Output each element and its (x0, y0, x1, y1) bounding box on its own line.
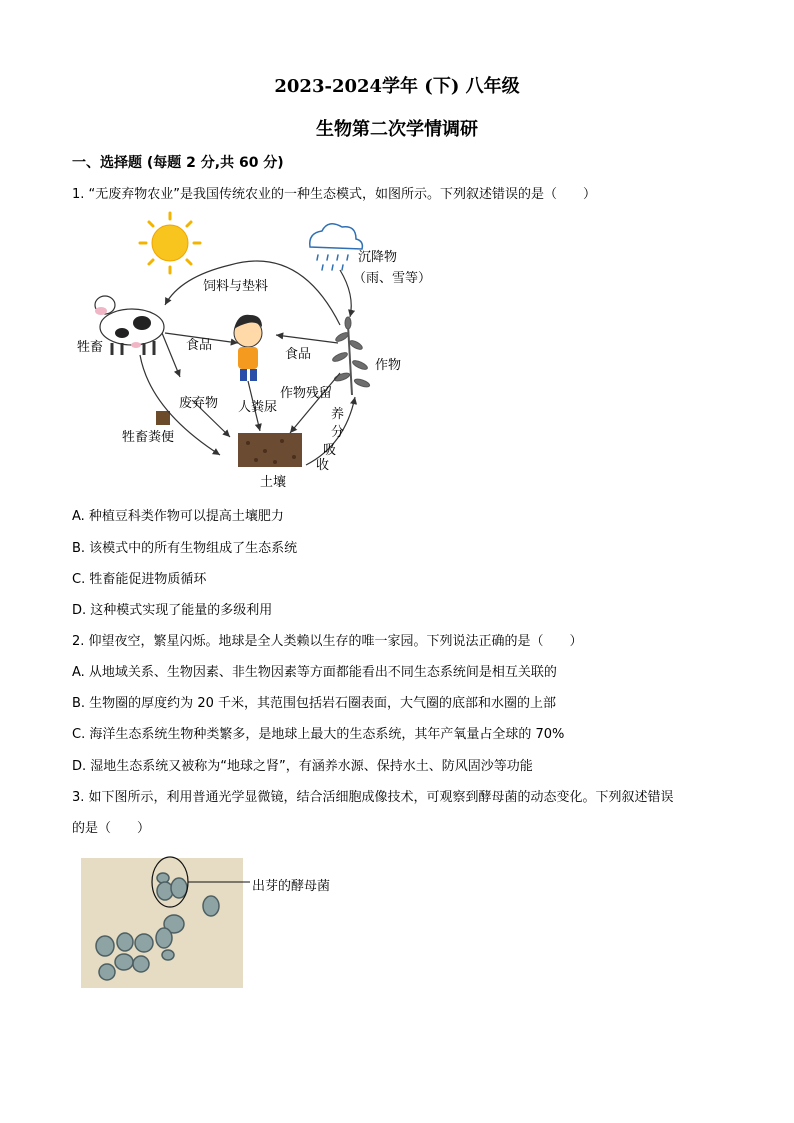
label-nutrient-4: 收 (316, 458, 330, 473)
label-food-right: 食品 (285, 347, 312, 362)
label-precipitation: 沉降物 (358, 250, 398, 265)
q1-option-b: B. 该模式中的所有生物组成了生态系统 (72, 541, 298, 556)
label-livestock-manure: 牲畜粪便 (122, 430, 175, 445)
question-3-stem-line-2: 的是（ ） (72, 821, 151, 836)
q1-ecology-diagram (70, 205, 450, 495)
q2-option-a: A. 从地域关系、生物因素、非生物因素等方面都能看出不同生态系统间是相互关联的 (72, 665, 557, 680)
q2-option-d: D. 湿地生态系统又被称为“地球之肾”，有涵养水源、保持水土、防风固沙等功能 (72, 759, 533, 774)
q1-option-d: D. 这种模式实现了能量的多级利用 (72, 603, 273, 618)
question-1-stem: 1. “无废弃物农业”是我国传统农业的一种生态模式，如图所示。下列叙述错误的是（ ） (72, 187, 597, 202)
manure-icon (156, 411, 170, 425)
sun-icon (140, 213, 200, 273)
title-line-2: 生物第二次学情调研 (316, 119, 478, 140)
soil-icon (238, 433, 302, 467)
crop-plant-icon (331, 317, 370, 395)
label-soil: 土壤 (260, 475, 287, 490)
q2-option-c: C. 海洋生态系统生物种类繁多，是地球上最大的生态系统，其年产氧量占全球的 70% (72, 727, 565, 742)
label-waste: 废弃物 (179, 396, 219, 411)
label-livestock: 牲畜 (77, 340, 104, 355)
cow-icon (95, 296, 164, 355)
q2-option-b: B. 生物圈的厚度约为 20 千米，其范围包括岩石圈表面，大气圈的底部和水圈的上部 (72, 696, 556, 711)
rain-cloud-icon (310, 224, 363, 270)
section-heading: 一、选择题 (每题 2 分,共 60 分) (72, 155, 284, 171)
label-human-waste: 人粪尿 (238, 400, 278, 415)
label-precipitation-note: （雨、雪等） (353, 271, 432, 286)
label-nutrient-1: 养 (331, 407, 345, 422)
q1-option-c: C. 牲畜能促进物质循环 (72, 572, 207, 587)
q1-option-a: A. 种植豆科类作物可以提高土壤肥力 (72, 509, 284, 524)
label-crop: 作物 (375, 358, 402, 373)
person-icon (234, 315, 262, 381)
question-2-stem: 2. 仰望夜空，繁星闪烁。地球是全人类赖以生存的唯一家园。下列说法正确的是（ ） (72, 634, 583, 649)
title-line-1: 2023-2024学年 (下) 八年级 (274, 76, 520, 97)
label-nutrient-2: 分 (331, 425, 345, 440)
callout-marker (150, 855, 260, 915)
label-feed: 饲料与垫料 (203, 279, 269, 294)
question-3-stem-line-1: 3. 如下图所示，利用普通光学显微镜，结合活细胞成像技术，可观察到酵母菌的动态变化。下列叙述错误 (72, 790, 674, 805)
label-food-left: 食品 (186, 338, 213, 353)
label-crop-residue: 作物残留 (280, 386, 333, 401)
label-nutrient-3: 吸 (323, 443, 337, 458)
label-budding-yeast: 出芽的酵母菌 (252, 879, 331, 894)
